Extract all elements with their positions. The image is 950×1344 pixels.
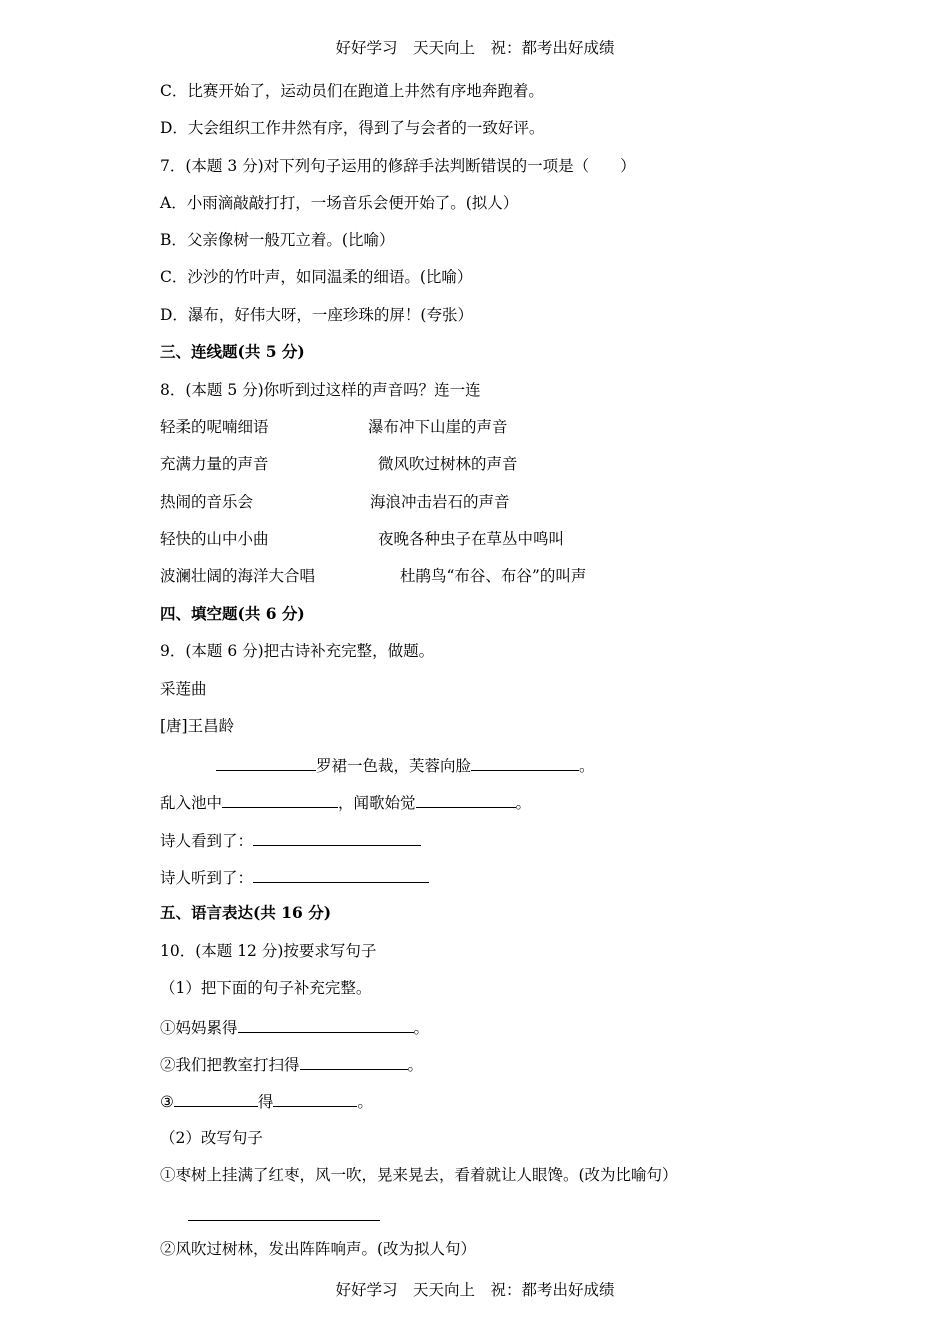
sentence-3-blank-1[interactable] bbox=[174, 1090, 258, 1107]
poem-line-1: 罗裙一色裁，芙蓉向脸 。 bbox=[216, 754, 595, 776]
match-left-4: 轻快的山中小曲 bbox=[160, 530, 269, 548]
q8-stem: 8．(本题 5 分)你听到过这样的声音吗？连一连 bbox=[160, 381, 481, 399]
q7-option-b: B．父亲像树一般兀立着。(比喻） bbox=[160, 231, 395, 249]
page-footer: 好好学习 天天向上 祝：都考出好成绩 bbox=[335, 1281, 615, 1299]
sentence-2: ②我们把教室打扫得 。 bbox=[160, 1053, 423, 1075]
poet-heard-line: 诗人听到了： bbox=[160, 866, 429, 888]
sentence-3-blank-2[interactable] bbox=[273, 1090, 357, 1107]
match-right-2: 微风吹过树林的声音 bbox=[378, 455, 518, 473]
q9-stem: 9．(本题 6 分)把古诗补充完整，做题。 bbox=[160, 642, 435, 660]
poet-saw-blank[interactable] bbox=[253, 829, 421, 846]
rewrite-1-answer-line[interactable] bbox=[188, 1219, 380, 1221]
match-right-1: 瀑布冲下山崖的声音 bbox=[368, 418, 508, 436]
sentence-1-blank[interactable] bbox=[238, 1016, 414, 1033]
q6-option-c: C．比赛开始了，运动员们在跑道上井然有序地奔跑着。 bbox=[160, 82, 544, 100]
poem-blank-1[interactable] bbox=[216, 754, 316, 771]
q10-part-2-title: （2）改写句子 bbox=[160, 1129, 263, 1147]
q7-option-c: C．沙沙的竹叶声，如同温柔的细语。(比喻） bbox=[160, 268, 473, 286]
rewrite-2: ②风吹过树林，发出阵阵响声。(改为拟人句） bbox=[160, 1240, 477, 1258]
match-left-5: 波澜壮阔的海洋大合唱 bbox=[160, 567, 316, 585]
sentence-2-blank[interactable] bbox=[300, 1053, 408, 1070]
poem-author: [唐]王昌龄 bbox=[160, 717, 235, 735]
match-right-3: 海浪冲击岩石的声音 bbox=[370, 493, 510, 511]
section-4-title: 四、填空题(共 6 分) bbox=[160, 604, 305, 623]
q7-option-d: D．瀑布，好伟大呀，一座珍珠的屏！(夸张） bbox=[160, 306, 473, 324]
rewrite-1: ①枣树上挂满了红枣，风一吹，晃来晃去，看着就让人眼馋。(改为比喻句） bbox=[160, 1166, 678, 1184]
section-3-title: 三、连线题(共 5 分) bbox=[160, 342, 305, 361]
section-5-title: 五、语言表达(共 16 分) bbox=[160, 903, 332, 922]
poem-blank-2[interactable] bbox=[471, 754, 579, 771]
page-header: 好好学习 天天向上 祝：都考出好成绩 bbox=[335, 39, 615, 57]
poem-blank-3[interactable] bbox=[222, 791, 338, 808]
sentence-3: ③ 得 。 bbox=[160, 1090, 373, 1112]
q6-option-d: D．大会组织工作井然有序，得到了与会者的一致好评。 bbox=[160, 119, 545, 137]
poem-blank-4[interactable] bbox=[416, 791, 516, 808]
q10-stem: 10．(本题 12 分)按要求写句子 bbox=[160, 942, 377, 960]
match-left-2: 充满力量的声音 bbox=[160, 455, 269, 473]
q7-stem: 7．(本题 3 分)对下列句子运用的修辞手法判断错误的一项是（ ） bbox=[160, 157, 636, 175]
match-left-1: 轻柔的呢喃细语 bbox=[160, 418, 269, 436]
poem-title: 采莲曲 bbox=[160, 680, 207, 698]
q7-option-a: A．小雨滴敲敲打打，一场音乐会便开始了。(拟人） bbox=[160, 194, 519, 212]
poem-line-2: 乱入池中 ，闻歌始觉 。 bbox=[160, 791, 531, 813]
q10-part-1-title: （1）把下面的句子补充完整。 bbox=[160, 979, 372, 997]
poet-heard-blank[interactable] bbox=[253, 866, 429, 883]
match-left-3: 热闹的音乐会 bbox=[160, 493, 254, 511]
sentence-1: ①妈妈累得 。 bbox=[160, 1016, 429, 1038]
match-right-5: 杜鹃鸟“布谷、布谷”的叫声 bbox=[400, 567, 587, 585]
poet-saw-line: 诗人看到了： bbox=[160, 829, 421, 851]
match-right-4: 夜晚各种虫子在草丛中鸣叫 bbox=[378, 530, 565, 548]
